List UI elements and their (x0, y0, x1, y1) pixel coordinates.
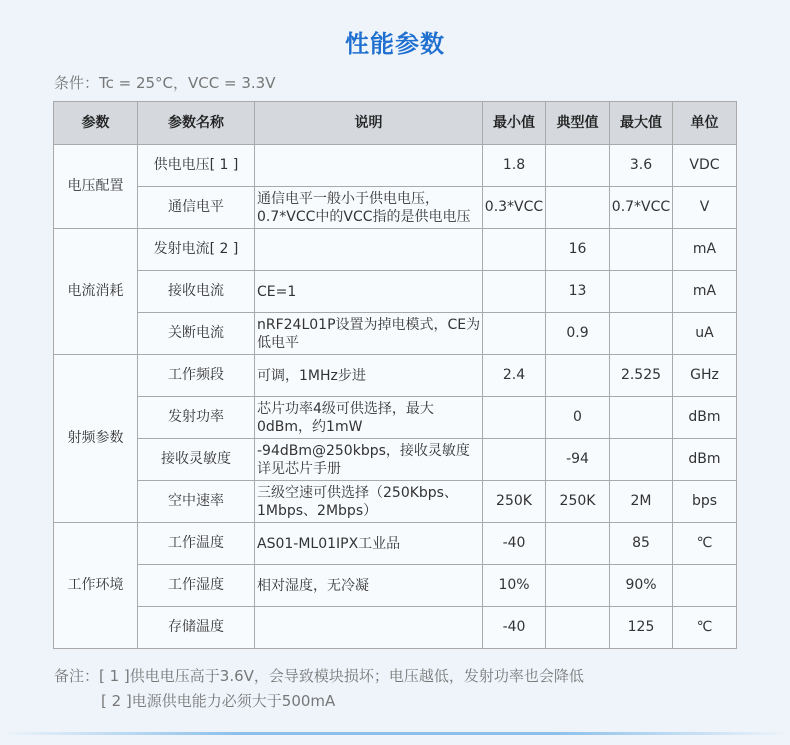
header-max: 最大值 (610, 102, 673, 145)
param-typ (546, 145, 610, 187)
table-row (54, 397, 737, 439)
param-name: 空中速率 (138, 481, 255, 523)
group-label: 电流消耗 (54, 229, 138, 355)
table-row (54, 355, 737, 397)
param-max: 85 (610, 523, 673, 565)
param-desc (255, 229, 483, 271)
param-name: 发射功率 (138, 397, 255, 439)
table-row (54, 229, 737, 271)
param-min (483, 397, 546, 439)
param-name: 关断电流 (138, 313, 255, 355)
param-name: 发射电流[ 2 ] (138, 229, 255, 271)
param-typ (546, 523, 610, 565)
param-max: 125 (610, 607, 673, 649)
param-desc: 通信电平一般小于供电电压，0.7*VCC中的VCC指的是供电电压 (255, 187, 483, 229)
param-unit: ℃ (673, 523, 737, 565)
table-row (54, 271, 737, 313)
table-row (54, 523, 737, 565)
param-min: -40 (483, 523, 546, 565)
param-desc: 芯片功率4级可供选择，最大0dBm，约1mW (255, 397, 483, 439)
param-name: 供电电压[ 1 ] (138, 145, 255, 187)
param-min: 0.3*VCC (483, 187, 546, 229)
table-row (54, 439, 737, 481)
param-typ (546, 355, 610, 397)
group-label: 工作环境 (54, 523, 138, 649)
param-max: 90% (610, 565, 673, 607)
param-unit: dBm (673, 397, 737, 439)
group-label: 射频参数 (54, 355, 138, 523)
param-max: 2.525 (610, 355, 673, 397)
param-max: 0.7*VCC (610, 187, 673, 229)
param-desc (255, 145, 483, 187)
param-typ: 16 (546, 229, 610, 271)
param-min (483, 439, 546, 481)
param-unit: uA (673, 313, 737, 355)
param-typ: -94 (546, 439, 610, 481)
param-min: -40 (483, 607, 546, 649)
param-unit: dBm (673, 439, 737, 481)
table-row (54, 481, 737, 523)
param-name: 工作湿度 (138, 565, 255, 607)
param-unit: bps (673, 481, 737, 523)
header-min: 最小值 (483, 102, 546, 145)
param-name: 通信电平 (138, 187, 255, 229)
notes (54, 664, 584, 714)
table-row (54, 565, 737, 607)
param-min: 250K (483, 481, 546, 523)
param-desc: nRF24L01P设置为掉电模式，CE为低电平 (255, 313, 483, 355)
test-condition: 条件：Tc = 25°C，VCC = 3.3V (54, 74, 276, 92)
note-1: 备注：[ 1 ]供电电压高于3.6V，会导致模块损坏；电压越低，发射功率也会降低 (54, 667, 584, 685)
param-desc: AS01-ML01IPX工业品 (255, 523, 483, 565)
table-row (54, 313, 737, 355)
param-unit: ℃ (673, 607, 737, 649)
param-name: 接收灵敏度 (138, 439, 255, 481)
param-max: 3.6 (610, 145, 673, 187)
group-label: 电压配置 (54, 145, 138, 229)
param-typ (546, 187, 610, 229)
param-max (610, 397, 673, 439)
param-typ: 0 (546, 397, 610, 439)
param-min: 10% (483, 565, 546, 607)
param-name: 存储温度 (138, 607, 255, 649)
param-min: 2.4 (483, 355, 546, 397)
param-unit: mA (673, 271, 737, 313)
param-typ: 250K (546, 481, 610, 523)
table-row (54, 607, 737, 649)
param-typ: 0.9 (546, 313, 610, 355)
table-row (54, 145, 737, 187)
header-param-name: 参数名称 (138, 102, 255, 145)
param-desc (255, 607, 483, 649)
spec-table (53, 101, 737, 649)
param-min (483, 313, 546, 355)
param-max (610, 439, 673, 481)
param-desc: -94dBm@250kbps，接收灵敏度详见芯片手册 (255, 439, 483, 481)
param-unit (673, 565, 737, 607)
param-typ (546, 565, 610, 607)
header-typ: 典型值 (546, 102, 610, 145)
param-desc: 三级空速可供选择（250Kbps、1Mbps、2Mbps） (255, 481, 483, 523)
param-desc: 可调，1MHz步进 (255, 355, 483, 397)
param-typ: 13 (546, 271, 610, 313)
header-description: 说明 (255, 102, 483, 145)
param-name: 工作温度 (138, 523, 255, 565)
param-max (610, 229, 673, 271)
param-name: 接收电流 (138, 271, 255, 313)
table-row (54, 187, 737, 229)
param-desc: 相对湿度，无冷凝 (255, 565, 483, 607)
param-unit: mA (673, 229, 737, 271)
param-unit: GHz (673, 355, 737, 397)
param-unit: V (673, 187, 737, 229)
param-name: 工作频段 (138, 355, 255, 397)
param-max (610, 271, 673, 313)
param-min: 1.8 (483, 145, 546, 187)
note-2: [ 2 ]电源供电能力必须大于500mA (101, 692, 336, 710)
header-param: 参数 (54, 102, 138, 145)
table-header-row (54, 102, 737, 145)
param-typ (546, 607, 610, 649)
param-desc: CE=1 (255, 271, 483, 313)
param-max: 2M (610, 481, 673, 523)
param-max (610, 313, 673, 355)
param-min (483, 271, 546, 313)
param-unit: VDC (673, 145, 737, 187)
bottom-divider (0, 732, 790, 735)
page-title: 性能参数 (345, 30, 445, 58)
header-unit: 单位 (673, 102, 737, 145)
param-min (483, 229, 546, 271)
